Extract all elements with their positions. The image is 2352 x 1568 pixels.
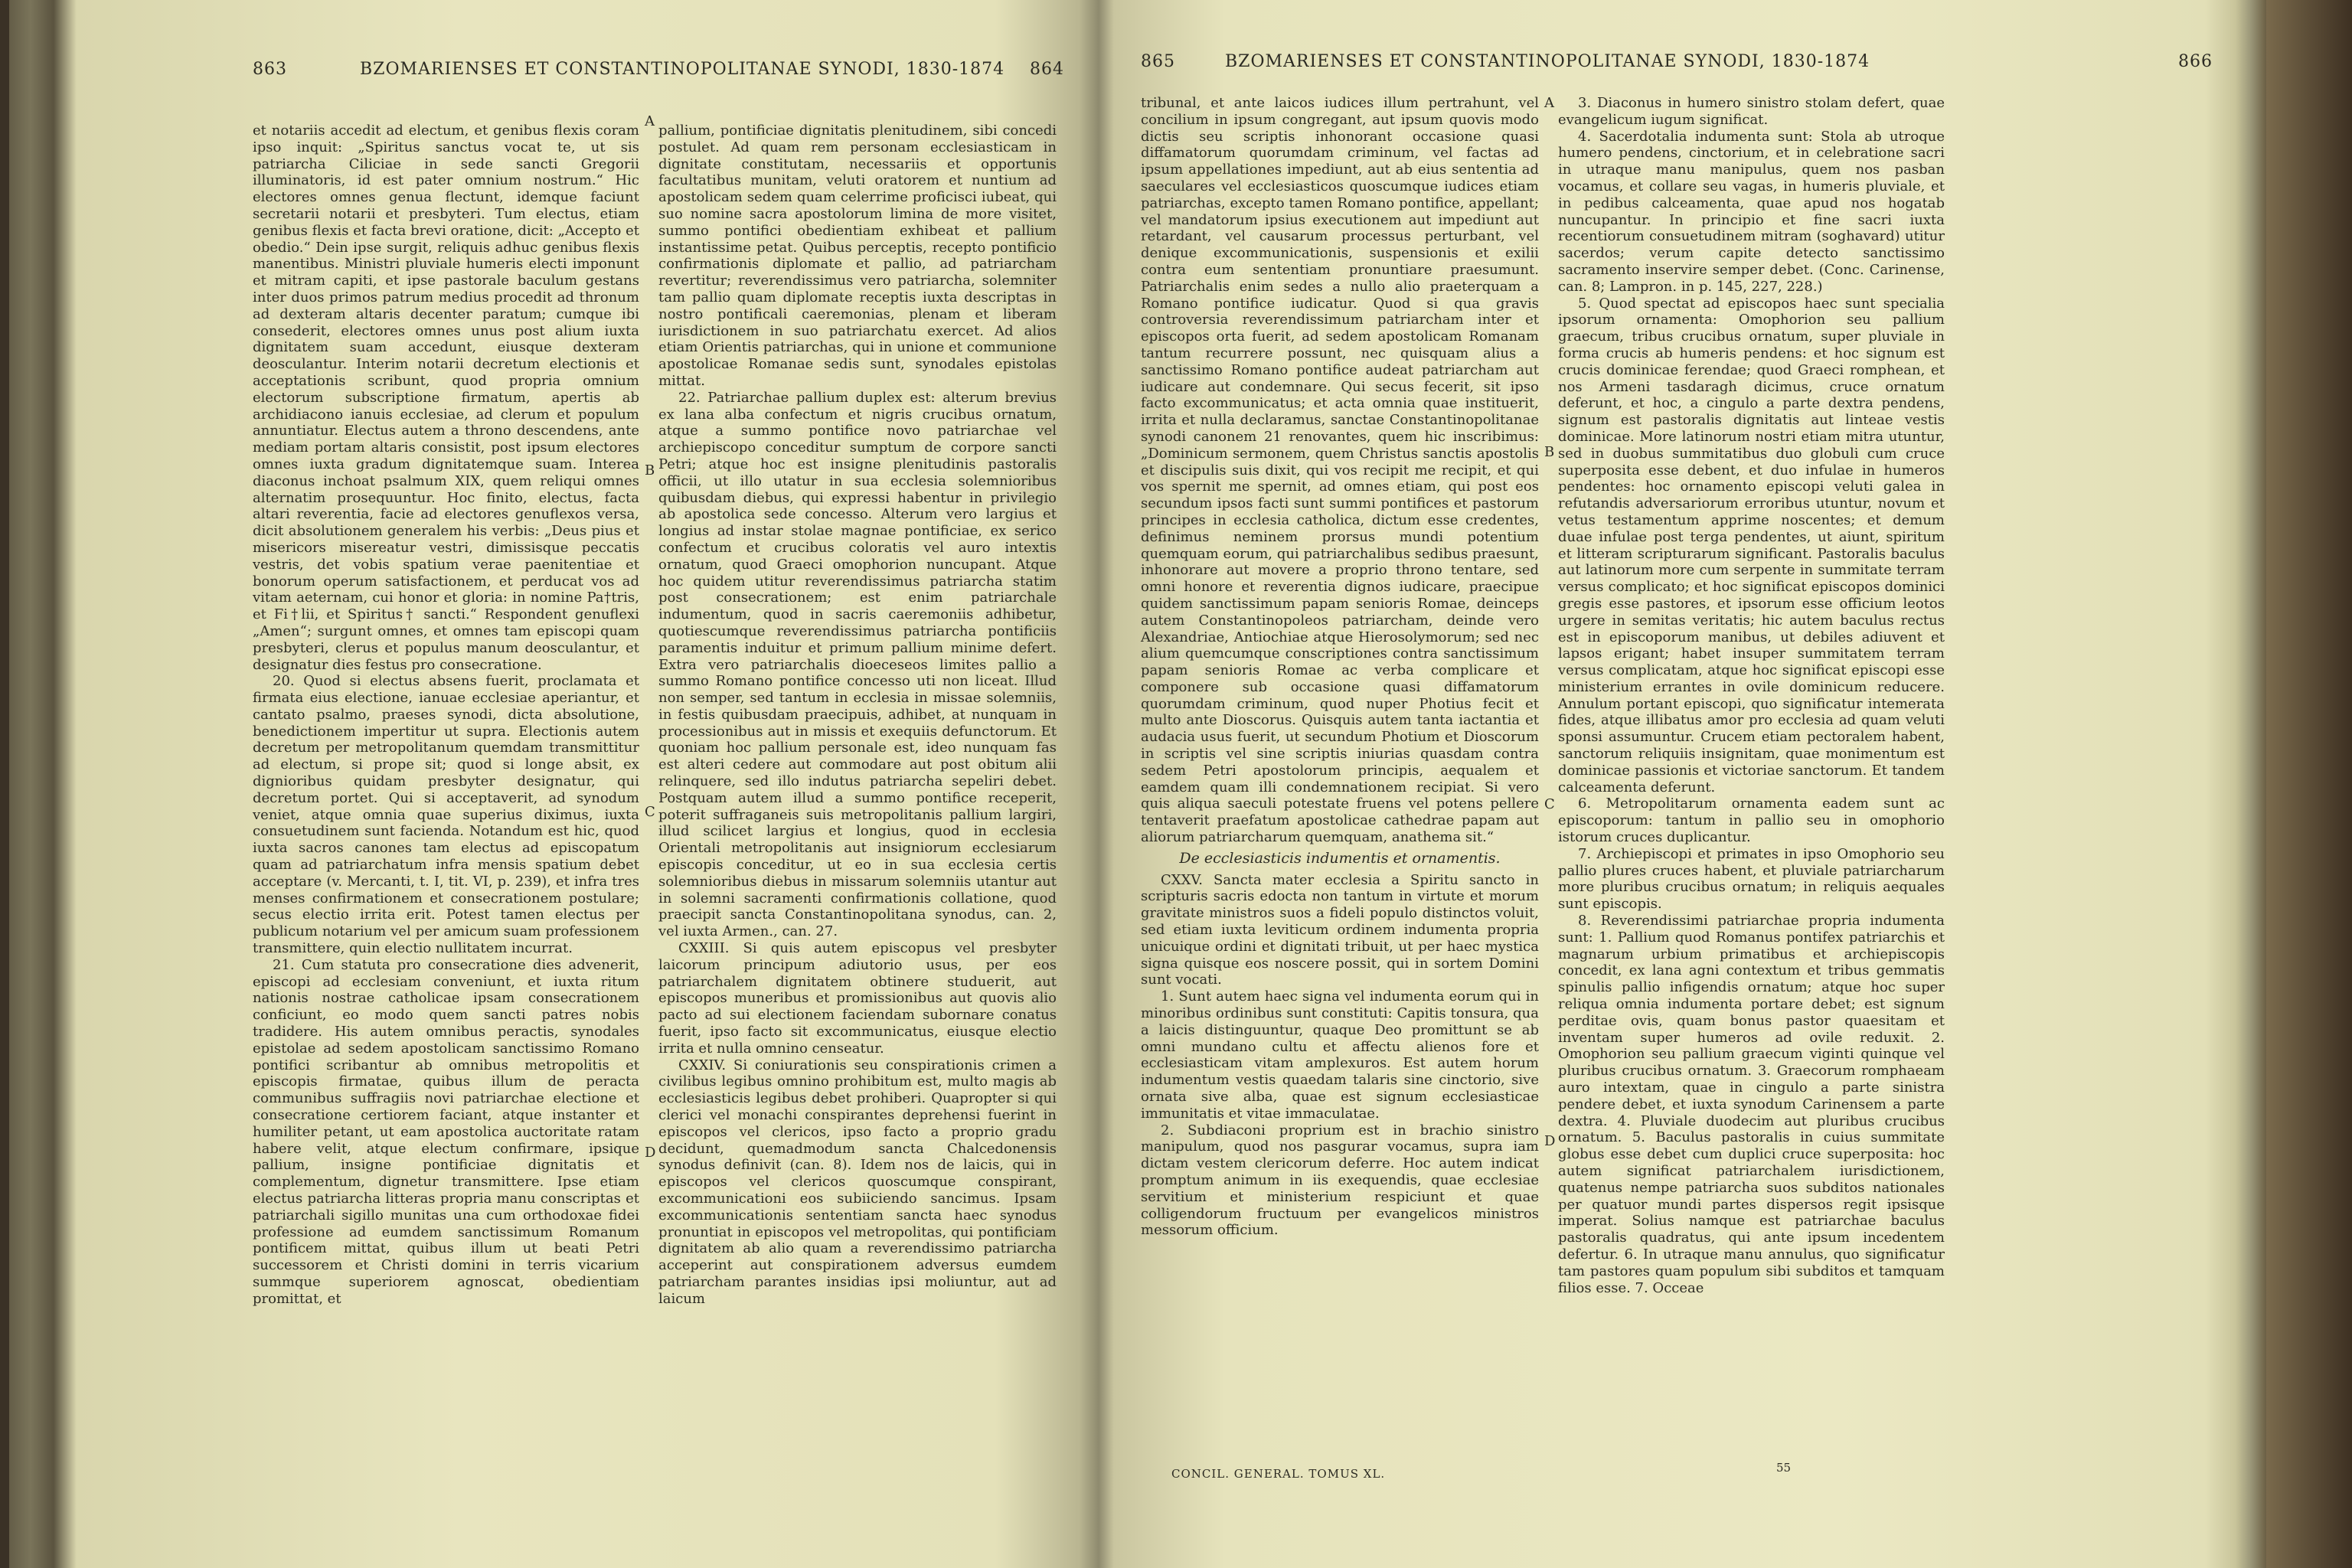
- book-edge-left: [0, 0, 9, 1568]
- paragraph: CXXIII. Si quis autem episcopus vel presbyter laicorum principum adiutorio usus, per eos patriarchalem dignitatem obtinere studuerit, aut episcopos muneribus et promissionibus aut quovis alio pacto ad sui electionem faciendam subornare conatus fuerit, ipso facto sit excommunicatus, eiusque electio irrita et nulla omnino censeatur.: [658, 940, 1057, 1057]
- paragraph: tribunal, et ante laicos iudices illum pertrahunt, vel concilium in ipsum congregant, aut ipsum quovis modo dictis seu scriptis inhonorant occasione quasi diffamatorum quorumdam criminum, vel factas ad ipsum appellationes impediunt, aut ab eius sententia ad saeculares vel ecclesiasticos quoscumque iudices etiam patriarchas, excepto tamen Romano pontifice, appellant; vel mandatorum ipsius executionem aut impediunt aut retardant, vel causarum processus perturbant, vel denique excommunicationis, suspensionis et exilii contra eum sententiam pronuntiare praesumunt. Patriarchalis enim sedes a nullo alio praeterquam a Romano pontifice iudicatur. Quod si qua gravis controversia reverendissimum patriarcham inter et episcopos orta fuerit, ad sedem apostolicam Romanam tantum recurrere possunt, nec quisquam alius a sanctissimo Romano pontifice audeat patriarcham aut iudicare aut condemnare. Qui secus fecerit, sit ipso facto excommunicatus; et acta omnia quae instituerit, irrita et nulla declaramus, sanctae Constantinopolitanae synodi canonem 21 renovantes, quem hic inscribimus: „Dominicum sermonem, quem Christus sanctis apostolis et discipulis suis dixit, qui vos recipit me recipit, et qui vos spernit me spernit, ad omnes etiam, qui post eos secundum ipsos facti sunt summi pontifices et pastorum principes in ecclesia catholica, dictum esse credentes, definimus neminem prorsus mundi potentium quemquam eorum, qui patriarchalibus sedibus praesunt, inhonorare aut movere a proprio throno tentare, sed omni honore et reverentia dignos iudicare, praecipue quidem sanctissimum papam senioris Romae, deinceps autem Constantinopoleos patriarcham, deinde vero Alexandriae, Antiochiae atque Hierosolymorum; sed nec alium quemcumque conscriptiones contra sanctissimum papam senioris Romae ac verba complicare et componere sub occasione quasi diffamatorum quorumdam criminum, quod nuper Photius fecit et multo ante Dioscorus. Quisquis autem tanta iactantia et audacia usus fuerit, ut secundum Photium et Dioscorum in scriptis vel sine scriptis iniurias quasdam contra sedem Petri apostolorum principis, aequalem et eamdem quam illi condemnationem recipiat. Si vero quis aliqua saeculi potestate fruens vel potens pellere tentaverit praefatum apostolicae cathedrae papam aut aliorum patriarcharum quemquam, anathema sit.“: [1141, 95, 1539, 846]
- margin-letter-d: D: [645, 1145, 656, 1161]
- margin-letter-c: C: [645, 804, 655, 820]
- page-number-865: 865: [1141, 52, 1175, 71]
- volume-footer: CONCIL. GENERAL. TOMUS XL.: [1171, 1467, 1386, 1481]
- paragraph: CXXIV. Si coniurationis seu conspirationis crimen a civilibus legibus omnino prohibitum est, multo magis ab ecclesiasticis legibus debet prohiberi. Quapropter si qui clerici vel monachi conspirantes deprehensi fuerint in episcopos vel clericos, ipso facto a proprio gradu decidunt, quemadmodum sancta Chalcedonensis synodus definivit (can. 8). Idem nos de laicis, qui in episcopos vel clericos quoscumque conspirant, excommunicationi eos subiiciendo sancimus. Ipsam excommunicationis sententiam sancta haec synodus pronuntiat in episcopos vel metropolitas, qui pontificiam dignitatem ab alio quam a reverendissimo patriarcha acceperint aut conspirationem adversus eumdem patriarcham parantes insidias ipsi moliuntur, aut ad laicum: [658, 1057, 1057, 1307]
- left-column-b: [658, 122, 1057, 1308]
- section-heading: De ecclesiasticis indumentis et ornamentis.: [1179, 849, 1501, 867]
- left-running-head: [253, 54, 1064, 84]
- margin-letter-b: B: [645, 462, 655, 479]
- right-running-head: [1141, 46, 2213, 77]
- paragraph: 22. Patriarchae pallium duplex est: alterum brevius ex lana alba confectum et nigris crucibus ornatum, atque a summo pontifice novo patriarchae vel archiepiscopo conceditur sumptum de corpore sancti Petri; atque hoc est insigne plenitudinis pastoralis officii, ut illo utatur in sua ecclesia solemnioribus quibusdam diebus, qui expressi habentur in privilegio ab apostolica sede concesso. Alterum vero largius et longius ad instar stolae magnae pontificiae, ex serico confectum et crucibus coloratis vel auro intextis ornatum, quod Graeci omophorion nuncupant. Atque hoc quidem utitur reverendissimus patriarcha statim post consecrationem; est enim patriarchale indumentum, quod in sacris caeremoniis adhibetur, quotiescumque reverendissimus patriarcha pontificiis paramentis induitur et primum pallium minime defert. Extra vero patriarchalis dioeceseos limites pallio a summo Romano pontifice concesso uti non liceat. Illud non semper, sed tantum in ecclesia in missae solemniis, in festis quibusdam praecipuis, adhibet, at nunquam in processionibus aut in missis et exequiis defunctorum. Et quoniam hoc pallium personale est, ideo nunquam fas est alteri cedere aut commodare aut post obitum alii relinquere, sed illo indutus patriarcha sepeliri debet. Postquam autem illud a summo pontifice receperit, poterit suffraganeis suis metropolitanis pallium largiri, illud scilicet largius et longius, quod in ecclesia Orientali metropolitanis aut insigniorum ecclesiarum episcopis conceditur, ut eo in sua ecclesia certis solemnioribus diebus in missarum solemniis utantur aut in solemni sacramenti confirmationis collatione, quod praecipit sancta Constantinopolitana synodus, can. 2, vel iuxta Armen., can. 27.: [658, 389, 1057, 940]
- paragraph: 3. Diaconus in humero sinistro stolam defert, quae evangelicum iugum significat.: [1558, 95, 1945, 128]
- page-number-863: 863: [253, 60, 287, 79]
- paragraph: 1. Sunt autem haec signa vel indumenta eorum qui in minoribus ordinibus sunt constituti: Capitis tonsura, qua a laicis distinguuntur, quaque Deo promittunt se ab omni mundano cultu et affectu alienos fore et ecclesiasticam vitam amplexuros. Est autem horum indumentum vestis quaedam talaris sine cinctorio, sive ornata sive alba, quae est signum ecclesiasticae immunitatis et vitae immaculatae.: [1141, 988, 1539, 1122]
- paragraph: 4. Sacerdotalia indumenta sunt: Stola ab utroque humero pendens, cinctorium, et in celebratione sacri in utraque manu manipulus, quem nos pasban vocamus, et collare seu vagas, in humeris pluviale, et in pedibus calceamenta, quae apud nos hogatab nuncupantur. In principio et fine sacri iuxta recentiorum consuetudinem mitram (soghavard) utitur sacerdos; verum capite detecto sanctissimo sacramento inservire semper debet. (Conc. Carinense, can. 8; Lampron. in p. 145, 227, 228.): [1558, 128, 1945, 295]
- paragraph: 21. Cum statuta pro consecratione dies advenerit, episcopi ad ecclesiam conveniunt, et iuxta ritum nationis nostrae catholicae ipsam consecrationem conficiunt, eo modo quem sancti patres nobis tradidere. His autem omnibus peractis, synodales epistolae ad sedem apostolicam sanctissimo Romano pontifici scribantur ab omnibus metropolitis et episcopis firmatae, quibus illum de peracta communibus suffragiis novi patriarchae electione et consecratione certiorem faciant, atque instanter et humiliter petant, ut eam apostolica auctoritate ratam habere velit, atque electum confirmare, ipsique pallium, insigne pontificiae dignitatis et complementum, dignetur transmittere. Ipse etiam electus patriarcha litteras propria manu conscriptas et patriarchali sigillo munitas una cum orthodoxae fidei professione ad eumdem sanctissimum Romanum pontificem mittat, quibus illum ut beati Petri successorem et Christi domini in terris vicarium summque superiorem agnoscat, obedientiam promittat, et: [253, 956, 639, 1307]
- running-title-right: BZOMARIENSES ET CONSTANTINOPOLITANAE SYNODI, 1830-1874: [1225, 52, 1870, 71]
- margin-letter-a: A: [1544, 95, 1554, 111]
- left-page: [253, 54, 1064, 1508]
- margin-letter-d: D: [1544, 1133, 1556, 1149]
- margin-letter-c: C: [1544, 796, 1555, 812]
- signature-mark: 55: [1776, 1461, 1792, 1475]
- margin-letter-b: B: [1544, 444, 1555, 460]
- right-column-a: [1141, 95, 1539, 1239]
- paragraph: 7. Archiepiscopi et primates in ipso Omophorio seu pallio plures cruces habent, et pluviale patriarcharum more pluribus crucibus ornatum; in reliquis aequales sunt episcopis.: [1558, 845, 1945, 913]
- margin-letter-a: A: [645, 113, 655, 129]
- paragraph: 6. Metropolitarum ornamenta eadem sunt ac episcoporum: tantum in pallio seu in omophorio istorum cruces duplicantur.: [1558, 795, 1945, 846]
- running-title-left: BZOMARIENSES ET CONSTANTINOPOLITANAE SYNODI, 1830-1874: [360, 60, 1005, 79]
- right-page: [1141, 46, 2213, 1501]
- book-edge-right: [2266, 0, 2352, 1568]
- paragraph: CXXV. Sancta mater ecclesia a Spiritu sancto in scripturis sacris edocta non tantum in virtute et morum gravitate ministros suos a fideli populo distinctos voluit, sed etiam iuxta leviticum ordinem indumenta propria unicuique ordini et dignitati tribuit, ut per haec mystica signa quisque eos noscere possit, qui in sortem Domini sunt vocati.: [1141, 871, 1539, 988]
- paragraph: 8. Reverendissimi patriarchae propria indumenta sunt: 1. Pallium quod Romanus pontifex patriarchis et magnarum urbium primatibus et archiepiscopis concedit, ex lana agni contextum et tribus gemmatis spinulis pallio infigendis ornatum; atque hoc super reliqua omnia indumenta portare debet; est signum perditae ovis, quam bonus pastor quaesitam et inventam super humeros ad ovile reduxit. 2. Omophorion seu pallium graecum viginti quinque vel pluribus crucibus ornatum. 3. Graecorum romphaeam auro intextam, quae in cingulo a parte sinistra pendere debet, et iuxta synodum Carinensem a parte dextra. 4. Pluviale duodecim aut pluribus crucibus ornatum. 5. Baculus pastoralis in cuius summitate globus esse debet cum duplici cruce superposita: hoc autem significat patriarchalem iurisdictionem, quatenus nempe patriarcha suos subditos nationales per quatuor mundi partes dispersos regit ipsisque imperat. Solius namque est patriarchae baculus pastoralis quadratus, qui ante ipsum incedentem defertur. 6. In utraque manu annulus, quo significatur tam pastores quam populum sibi subditos et tamquam filios esse. 7. Occeae: [1558, 913, 1945, 1296]
- paragraph: pallium, pontificiae dignitatis plenitudinem, sibi concedi postulet. Ad quam rem personam ecclesiasticam in dignitate constitutam, necessariis et opportunis facultatibus munitam, veluti oratorem et nuntium ad apostolicam sedem quam celerrime proficisci iubeat, qui suo nomine sacra apostolorum limina de more visitet, summo pontifici obedientiam exhibeat et pallium instantissime petat. Quibus perceptis, recepto pontificio confirmationis diplomate et pallio, ad patriarcham revertitur; reverendissimus vero patriarcha, solemniter tam pallio quam diplomate receptis iuxta descriptas in nostro pontificali caeremonias, plenam et liberam iurisdictionem in suo patriarchatu exercet. Ad alios etiam Orientis patriarchas, qui in unione et communione apostolicae Romanae sedis sunt, synodales epistolas mittat.: [658, 122, 1057, 389]
- paragraph: 20. Quod si electus absens fuerit, proclamata et firmata eius electione, ianuae ecclesiae aperiantur, et cantato psalmo, praeses synodi, dicta absolutione, benedictionem impertitur ut supra. Electionis autem decretum per metropolitanum quemdam transmittitur ad electum, si prope sit; quod si longe absit, ex dignioribus quidam presbyter designatur, qui decretum portet. Qui si acceptaverit, ad synodum veniet, atque omnia quae superius diximus, iuxta consuetudinem sunt facienda. Notandum est hic, quod iuxta sacros canones tam electus ad episcopatum quam ad patriarchatum infra mensis spatium debet acceptare (v. Mercanti, t. I, tit. VI, p. 239), et infra tres menses confirmationem et consecrationem postulare; secus electio irrita erit. Potest tamen electus per publicum notarium vel per amicum suam professionem transmittere, quin electio nullitatem incurrat.: [253, 673, 639, 957]
- paragraph: 2. Subdiaconi proprium est in brachio sinistro manipulum, quod nos pasgurar vocamus, supra iam dictam vestem clericorum deferre. Hoc autem indicat promptum animum in iis exequendis, quae ecclesiae servitium et ministerium respiciunt et quae colligendorum fructuum per evangelicos ministros messorum officium.: [1141, 1122, 1539, 1239]
- paragraph: 5. Quod spectat ad episcopos haec sunt specialia ipsorum ornamenta: Omophorion seu pallium graecum, tribus crucibus ornatum, super pluviale in forma crucis ab humeris pendens: et hoc signum est crucis dominicae ferendae; quod Graeci romphean, et nos Armeni tasdaragh dicimus, cruce ornatum deferunt, et hoc, a cingulo a parte dextra pendens, signum est pastoralis dignitatis aut linteae vestis dominicae. More latinorum nostri etiam mitra utuntur, sed in duobus summitatibus duo globuli cum cruce superposita esse debent, et duo infulae in humeros pendentes: hoc ornamento episcopi veluti galea in refutandis adversariorum erroribus utuntur, novum et vetus testamentum apprime noscentes; et demum duae infulae post terga pendentes, ut aiunt, spiritum et litteram scripturarum significant. Pastoralis baculus aut latinorum more cum serpente in summitate terram versus complicato; et hoc significat episcopos dominici gregis esse pastores, et ipsorum esse officium leotos urgere in semitas veritatis; hic autem baculus rectus est in episcoporum manibus, ut debiles adiuvent et lapsos erigant; habet insuper summitatem terram versus complicatam, atque hoc significat episcopi esse ministerium errantes in ovile dominicum reducere. Annulum portant episcopi, quo significatur intemerata fides, atque illibatus amor pro ecclesia ad quam veluti sponsi assumuntur. Crucem etiam pectoralem habent, sanctorum reliquiis insignitam, quae monimentum est dominicae passionis et victoriae sanctorum. Et tandem calceamenta deferunt.: [1558, 295, 1945, 795]
- right-column-b: [1558, 95, 1945, 1296]
- page-number-866: 866: [2178, 52, 2213, 71]
- paragraph: et notariis accedit ad electum, et genibus flexis coram ipso inquit: „Spiritus sanctus vocat te, ut sis patriarcha Ciliciae in sede sancti Gregorii illuminatoris, id est pater omnium nostrum.“ Hic electores omnes genua flectunt, idemque faciunt secretarii notarii et presbyteri. Tum electus, etiam genibus flexis et facta brevi oratione, dicit: „Accepto et obedio.“ Dein ipse surgit, reliquis adhuc genibus flexis manentibus. Ministri pluviale humeris electi imponunt et mitram capiti, et ipse pastorale baculum gestans inter duos primos patrum medius procedit ad thronum ad dexteram altaris decenter paratum; cumque ibi consederit, electores omnes unus post alium iuxta dignitatem suam accedunt, eiusque dexteram deosculantur. Interim notarii decretum electionis et acceptationis scribunt, quod propria omnium electorum subscriptione firmatum, apertis ab archidiacono ianuis ecclesiae, ad clerum et populum annuntiatur. Electus autem a throno descendens, ante mediam portam altaris consistit, post ipsum electores omnes iuxta gradum dignitatemque suam. Interea diaconus inchoat psalmum XIX, quem reliqui omnes alternatim prosequuntur. Hoc finito, electus, facta altari reverentia, facie ad electores genuflexos versa, dicit absolutionem generalem his verbis: „Deus pius et misericors misereatur vestri, dimissisque peccatis vestris, det vobis spatium verae paenitentiae et bonorum operum satisfactionem, et perducat vos ad vitam aeternam, cui honor et gloria: in nomine Pa†tris, et Fi†lii, et Spiritus† sancti.“ Respondent genuflexi „Amen“; surgunt omnes, et omnes tam episcopi quam presbyteri, clerus et populus manum deosculantur, et designatur dies festus pro consecratione.: [253, 122, 639, 673]
- page-number-864: 864: [1030, 60, 1064, 79]
- left-column-a: [253, 122, 639, 1308]
